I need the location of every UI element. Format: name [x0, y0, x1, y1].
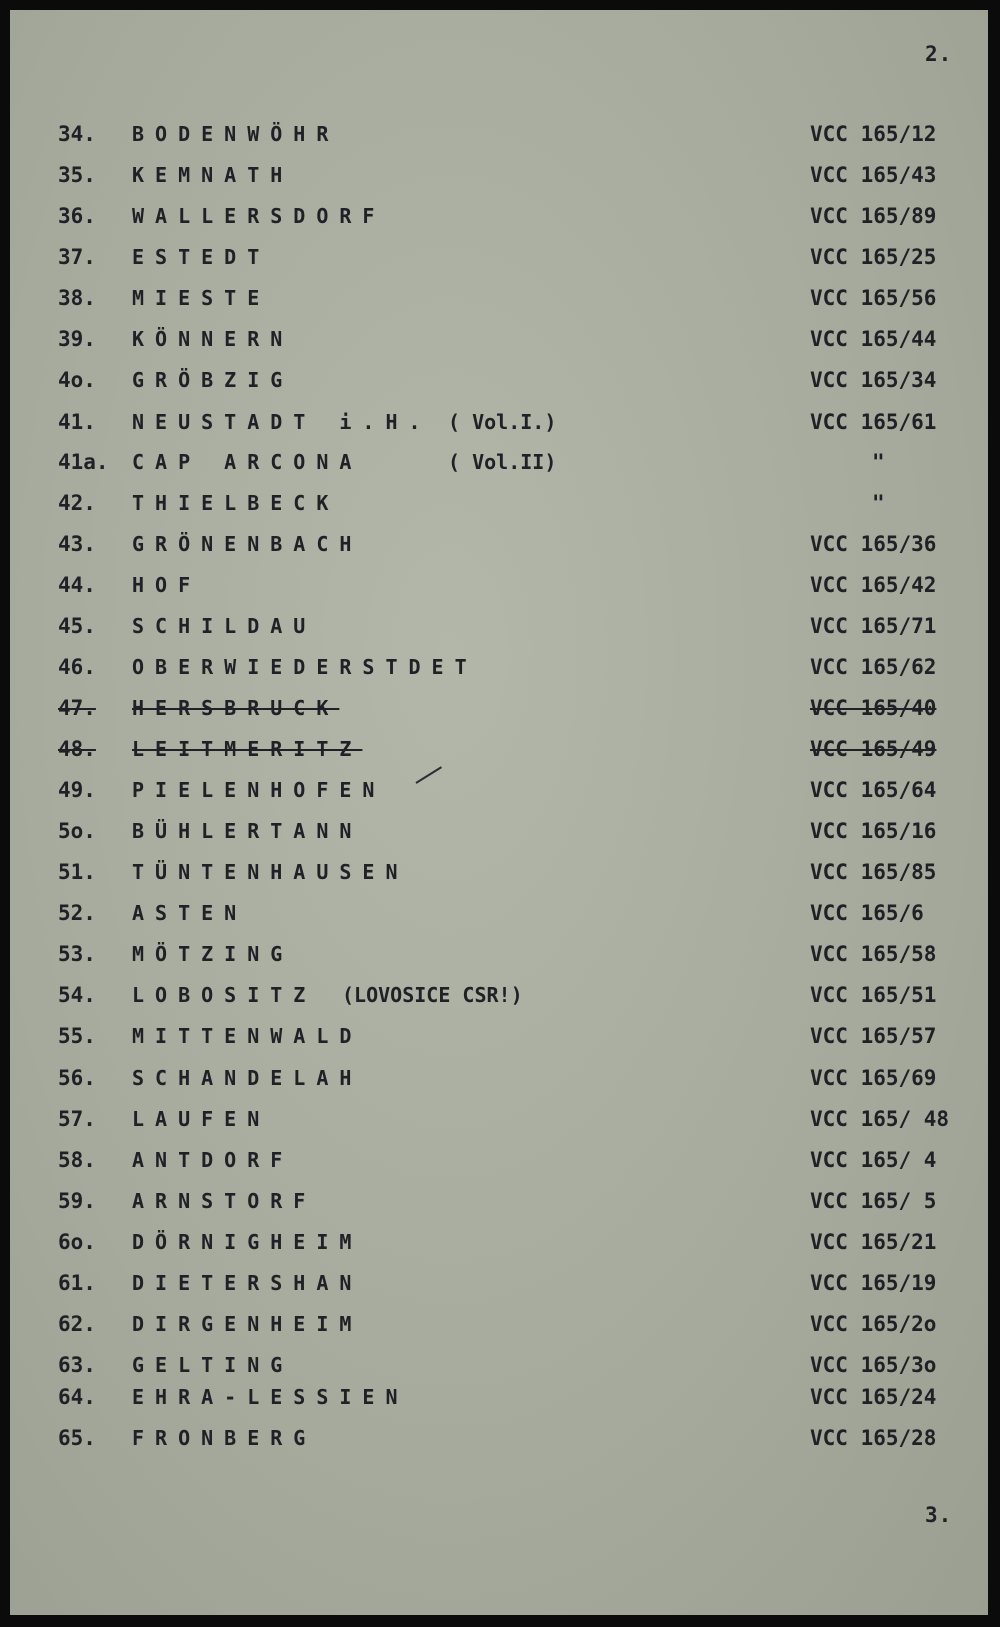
table-row — [10, 1066, 988, 1096]
entry-location: HERSBRUCK — [132, 696, 340, 720]
entry-code: VCC 165/19 — [810, 1271, 937, 1295]
entry-note: (LOVOSICE CSR!) — [342, 983, 523, 1007]
table-row — [10, 1271, 988, 1301]
table-row — [10, 532, 988, 562]
entry-number: 43. — [58, 532, 96, 556]
entry-code: VCC 165/51 — [810, 983, 937, 1007]
table-row — [10, 860, 988, 890]
table-row — [10, 942, 988, 972]
entry-number: 55. — [58, 1024, 96, 1048]
table-row — [10, 655, 988, 685]
entry-location: LOBOSITZ — [132, 983, 317, 1007]
entry-code: VCC 165/42 — [810, 573, 937, 597]
entry-number: 41a. — [58, 450, 109, 474]
entry-location: BÜHLERTANN — [132, 819, 363, 843]
entry-location: GELTING — [132, 1353, 294, 1377]
table-row — [10, 204, 988, 234]
entry-location: MITTENWALD — [132, 1024, 363, 1048]
entry-code: VCC 165/12 — [810, 122, 937, 146]
entry-number: 34. — [58, 122, 96, 146]
table-row — [10, 286, 988, 316]
entry-location: MÖTZING — [132, 942, 294, 966]
table-row — [10, 1189, 988, 1219]
table-row — [10, 737, 988, 767]
entry-code: VCC 165/6 — [810, 901, 924, 925]
entry-code: VCC 165/71 — [810, 614, 937, 638]
entry-code: VCC 165/16 — [810, 819, 937, 843]
entry-code: VCC 165/49 — [810, 737, 937, 761]
entry-location: FRONBERG — [132, 1426, 317, 1450]
table-row — [10, 778, 988, 808]
entry-code: VCC 165/44 — [810, 327, 937, 351]
entry-code: VCC 165/ 4 — [810, 1148, 937, 1172]
table-row — [10, 901, 988, 931]
entry-number: 6o. — [58, 1230, 96, 1254]
entry-location: THIELBECK — [132, 491, 340, 515]
entry-code: VCC 165/24 — [810, 1385, 937, 1409]
entry-location: ARNSTORF — [132, 1189, 317, 1213]
entry-code: VCC 165/25 — [810, 245, 937, 269]
entry-location: KEMNATH — [132, 163, 294, 187]
entry-location: DÖRNIGHEIM — [132, 1230, 363, 1254]
entry-code: VCC 165/2o — [810, 1312, 937, 1336]
entry-number: 51. — [58, 860, 96, 884]
entry-code: VCC 165/61 — [810, 410, 937, 434]
entry-location: DIETERSHAN — [132, 1271, 363, 1295]
entry-location: EHRA-LESSIEN — [132, 1385, 409, 1409]
table-row — [10, 983, 988, 1013]
entry-location: PIELENHOFEN — [132, 778, 386, 802]
entry-location: LEITMERITZ — [132, 737, 363, 761]
entry-number: 62. — [58, 1312, 96, 1336]
entry-code: VCC 165/85 — [810, 860, 937, 884]
entry-location: TÜNTENHAUSEN — [132, 860, 409, 884]
table-row — [10, 1385, 988, 1415]
table-row — [10, 1426, 988, 1456]
entry-location: ASTEN — [132, 901, 248, 925]
entry-number: 38. — [58, 286, 96, 310]
entry-number: 48. — [58, 737, 96, 761]
table-row — [10, 819, 988, 849]
entry-code: VCC 165/40 — [810, 696, 937, 720]
entry-location: DIRGENHEIM — [132, 1312, 363, 1336]
entry-code: VCC 165/ 5 — [810, 1189, 937, 1213]
table-row — [10, 122, 988, 152]
table-row — [10, 1148, 988, 1178]
entry-location: HOF — [132, 573, 202, 597]
entry-code: VCC 165/36 — [810, 532, 937, 556]
entry-code: VCC 165/21 — [810, 1230, 937, 1254]
table-row — [10, 1230, 988, 1260]
entry-code: VCC 165/64 — [810, 778, 937, 802]
entry-code: " — [872, 450, 885, 474]
table-row — [10, 1107, 988, 1137]
entry-number: 47. — [58, 696, 96, 720]
entry-code: VCC 165/57 — [810, 1024, 937, 1048]
entry-number: 56. — [58, 1066, 96, 1090]
entry-code: VCC 165/58 — [810, 942, 937, 966]
table-row — [10, 410, 988, 440]
table-row — [10, 1353, 988, 1383]
entry-number: 53. — [58, 942, 96, 966]
entry-number: 35. — [58, 163, 96, 187]
page-number-top: 2. — [925, 42, 953, 66]
table-row — [10, 696, 988, 726]
entry-code: VCC 165/ 48 — [810, 1107, 950, 1131]
entry-number: 4o. — [58, 368, 96, 392]
entry-location: ANTDORF — [132, 1148, 294, 1172]
entry-location: ESTEDT — [132, 245, 271, 269]
entry-number: 58. — [58, 1148, 96, 1172]
entry-location: NEUSTADT i.H. — [132, 410, 432, 434]
table-row — [10, 1312, 988, 1342]
table-row — [10, 245, 988, 275]
entry-number: 61. — [58, 1271, 96, 1295]
entry-code: VCC 165/89 — [810, 204, 937, 228]
table-row — [10, 368, 988, 398]
document-page — [10, 10, 988, 1615]
entry-code: VCC 165/43 — [810, 163, 937, 187]
entry-note: ( Vol.II) — [448, 450, 557, 474]
entry-location: BODENWÖHR — [132, 122, 340, 146]
entry-code: VCC 165/62 — [810, 655, 937, 679]
entry-number: 54. — [58, 983, 96, 1007]
entry-number: 42. — [58, 491, 96, 515]
entry-location: WALLERSDORF — [132, 204, 386, 228]
entry-number: 44. — [58, 573, 96, 597]
entry-code: VCC 165/56 — [810, 286, 937, 310]
entry-number: 41. — [58, 410, 96, 434]
entry-number: 5o. — [58, 819, 96, 843]
entry-number: 45. — [58, 614, 96, 638]
table-row — [10, 163, 988, 193]
entry-number: 39. — [58, 327, 96, 351]
entry-location: LAUFEN — [132, 1107, 271, 1131]
entry-code: " — [872, 491, 885, 515]
entry-location: GRÖBZIG — [132, 368, 294, 392]
entry-note: ( Vol.I.) — [448, 410, 557, 434]
entry-code: VCC 165/28 — [810, 1426, 937, 1450]
table-row — [10, 1024, 988, 1054]
table-row — [10, 491, 988, 521]
entry-number: 57. — [58, 1107, 96, 1131]
entry-number: 64. — [58, 1385, 96, 1409]
entry-location: CAP ARCONA — [132, 450, 363, 474]
entry-location: SCHANDELAH — [132, 1066, 363, 1090]
entry-number: 63. — [58, 1353, 96, 1377]
page-number-bottom: 3. — [925, 1503, 953, 1527]
entry-location: MIESTE — [132, 286, 271, 310]
table-row — [10, 327, 988, 357]
entry-location: SCHILDAU — [132, 614, 317, 638]
entry-code: VCC 165/69 — [810, 1066, 937, 1090]
entry-number: 49. — [58, 778, 96, 802]
entry-number: 52. — [58, 901, 96, 925]
table-row — [10, 614, 988, 644]
entry-number: 46. — [58, 655, 96, 679]
table-row — [10, 450, 988, 480]
entry-code: VCC 165/34 — [810, 368, 937, 392]
entry-location: KÖNNERN — [132, 327, 294, 351]
entry-number: 59. — [58, 1189, 96, 1213]
entry-number: 65. — [58, 1426, 96, 1450]
entry-code: VCC 165/3o — [810, 1353, 937, 1377]
entry-location: OBERWIEDERSTDET — [132, 655, 478, 679]
entry-number: 37. — [58, 245, 96, 269]
table-row — [10, 573, 988, 603]
check-mark — [415, 766, 442, 784]
entry-location: GRÖNENBACH — [132, 532, 363, 556]
entry-number: 36. — [58, 204, 96, 228]
